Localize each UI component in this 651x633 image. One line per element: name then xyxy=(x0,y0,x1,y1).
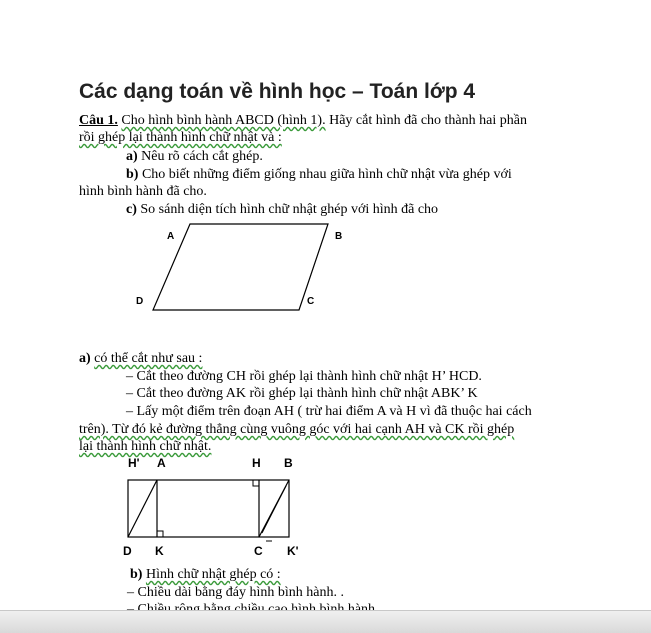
part-b-label: b) xyxy=(126,167,139,182)
figure-2-label-c: C xyxy=(254,544,263,558)
part-b-text-2: hình bình hành đã cho. xyxy=(79,184,207,199)
part-a-text: Nêu rõ cách cắt ghép. xyxy=(141,149,263,164)
answer-b-label: b) xyxy=(130,567,143,582)
figure-2-label-h: H xyxy=(252,456,261,470)
question-1-text-a: Cho hình bình hành ABCD (hình 1). xyxy=(121,113,326,128)
part-c-text: So sánh diện tích hình chữ nhật ghép với hình đã cho xyxy=(140,202,439,217)
part-a-label: a) xyxy=(126,149,138,164)
answer-a-item-3: – Lấy một điểm trên đoạn AH ( trừ hai điểm A và H vì đã thuộc hai cách xyxy=(126,404,532,419)
parallelogram-shape xyxy=(153,224,328,310)
answer-b-intro xyxy=(130,566,281,583)
answer-b-intro-text: Hình chữ nhật ghép có : xyxy=(145,567,281,582)
question-1-label: Câu 1. xyxy=(79,113,118,128)
figure-2-diagonal-left xyxy=(128,480,157,537)
figure-2-label-d: D xyxy=(123,544,132,558)
figure-1-label-c: C xyxy=(307,296,315,307)
figure-2-right-angle-k xyxy=(157,531,163,537)
window-bottom-bar xyxy=(0,610,651,633)
answer-b-item-1: – Chiều dài bằng đáy hình bình hành. . xyxy=(127,585,344,600)
figure-2-label-k: K xyxy=(155,544,164,558)
answer-a-intro xyxy=(79,350,202,367)
figure-2-label-a: A xyxy=(157,456,166,470)
figure-2-inner-diagonal xyxy=(262,486,286,533)
question-1-text-b: Hãy cắt hình đã cho thành hai phần xyxy=(325,113,527,128)
answer-a-item-3-line-2: trên). Từ đó kẻ đường thẳng cùng vuông góc với hai cạnh AH và CK rồi ghép xyxy=(79,422,515,437)
answer-a-item-3-cont xyxy=(79,421,514,438)
figure-2-label-k-prime: K' xyxy=(287,544,299,558)
part-b-text: Cho biết những điểm giống nhau giữa hình chữ nhật vừa ghép với xyxy=(141,167,512,182)
answer-a-item-3-cont-2 xyxy=(79,438,211,455)
figure-2-label-h-prime: H' xyxy=(128,456,140,470)
page-title: Các dạng toán về hình học – Toán lớp 4 xyxy=(79,80,476,103)
figure-2-label-b: B xyxy=(284,456,293,470)
answer-a-item-2: – Cắt theo đường AK rồi ghép lại thành hình chữ nhật ABK’ K xyxy=(126,386,478,401)
answer-a-item-3-line-3: lại thành hình chữ nhật. xyxy=(79,439,212,454)
figure-1-label-a: A xyxy=(167,231,175,242)
figure-1-label-b: B xyxy=(335,231,343,242)
answer-a-label: a) xyxy=(79,351,91,366)
answer-a-intro-text: có thể cắt như sau : xyxy=(94,351,203,366)
question-1-line-2-text: rồi ghép lại thành hình chữ nhật và : xyxy=(79,130,282,145)
figure-2-right-angle-h xyxy=(253,480,259,486)
figure-2-cut-diagram xyxy=(123,456,299,558)
part-c-label: c) xyxy=(126,202,137,217)
answer-a-item-1: – Cắt theo đường CH rồi ghép lại thành hình chữ nhật H’ HCD. xyxy=(126,369,482,384)
figure-1-label-d: D xyxy=(136,296,144,307)
